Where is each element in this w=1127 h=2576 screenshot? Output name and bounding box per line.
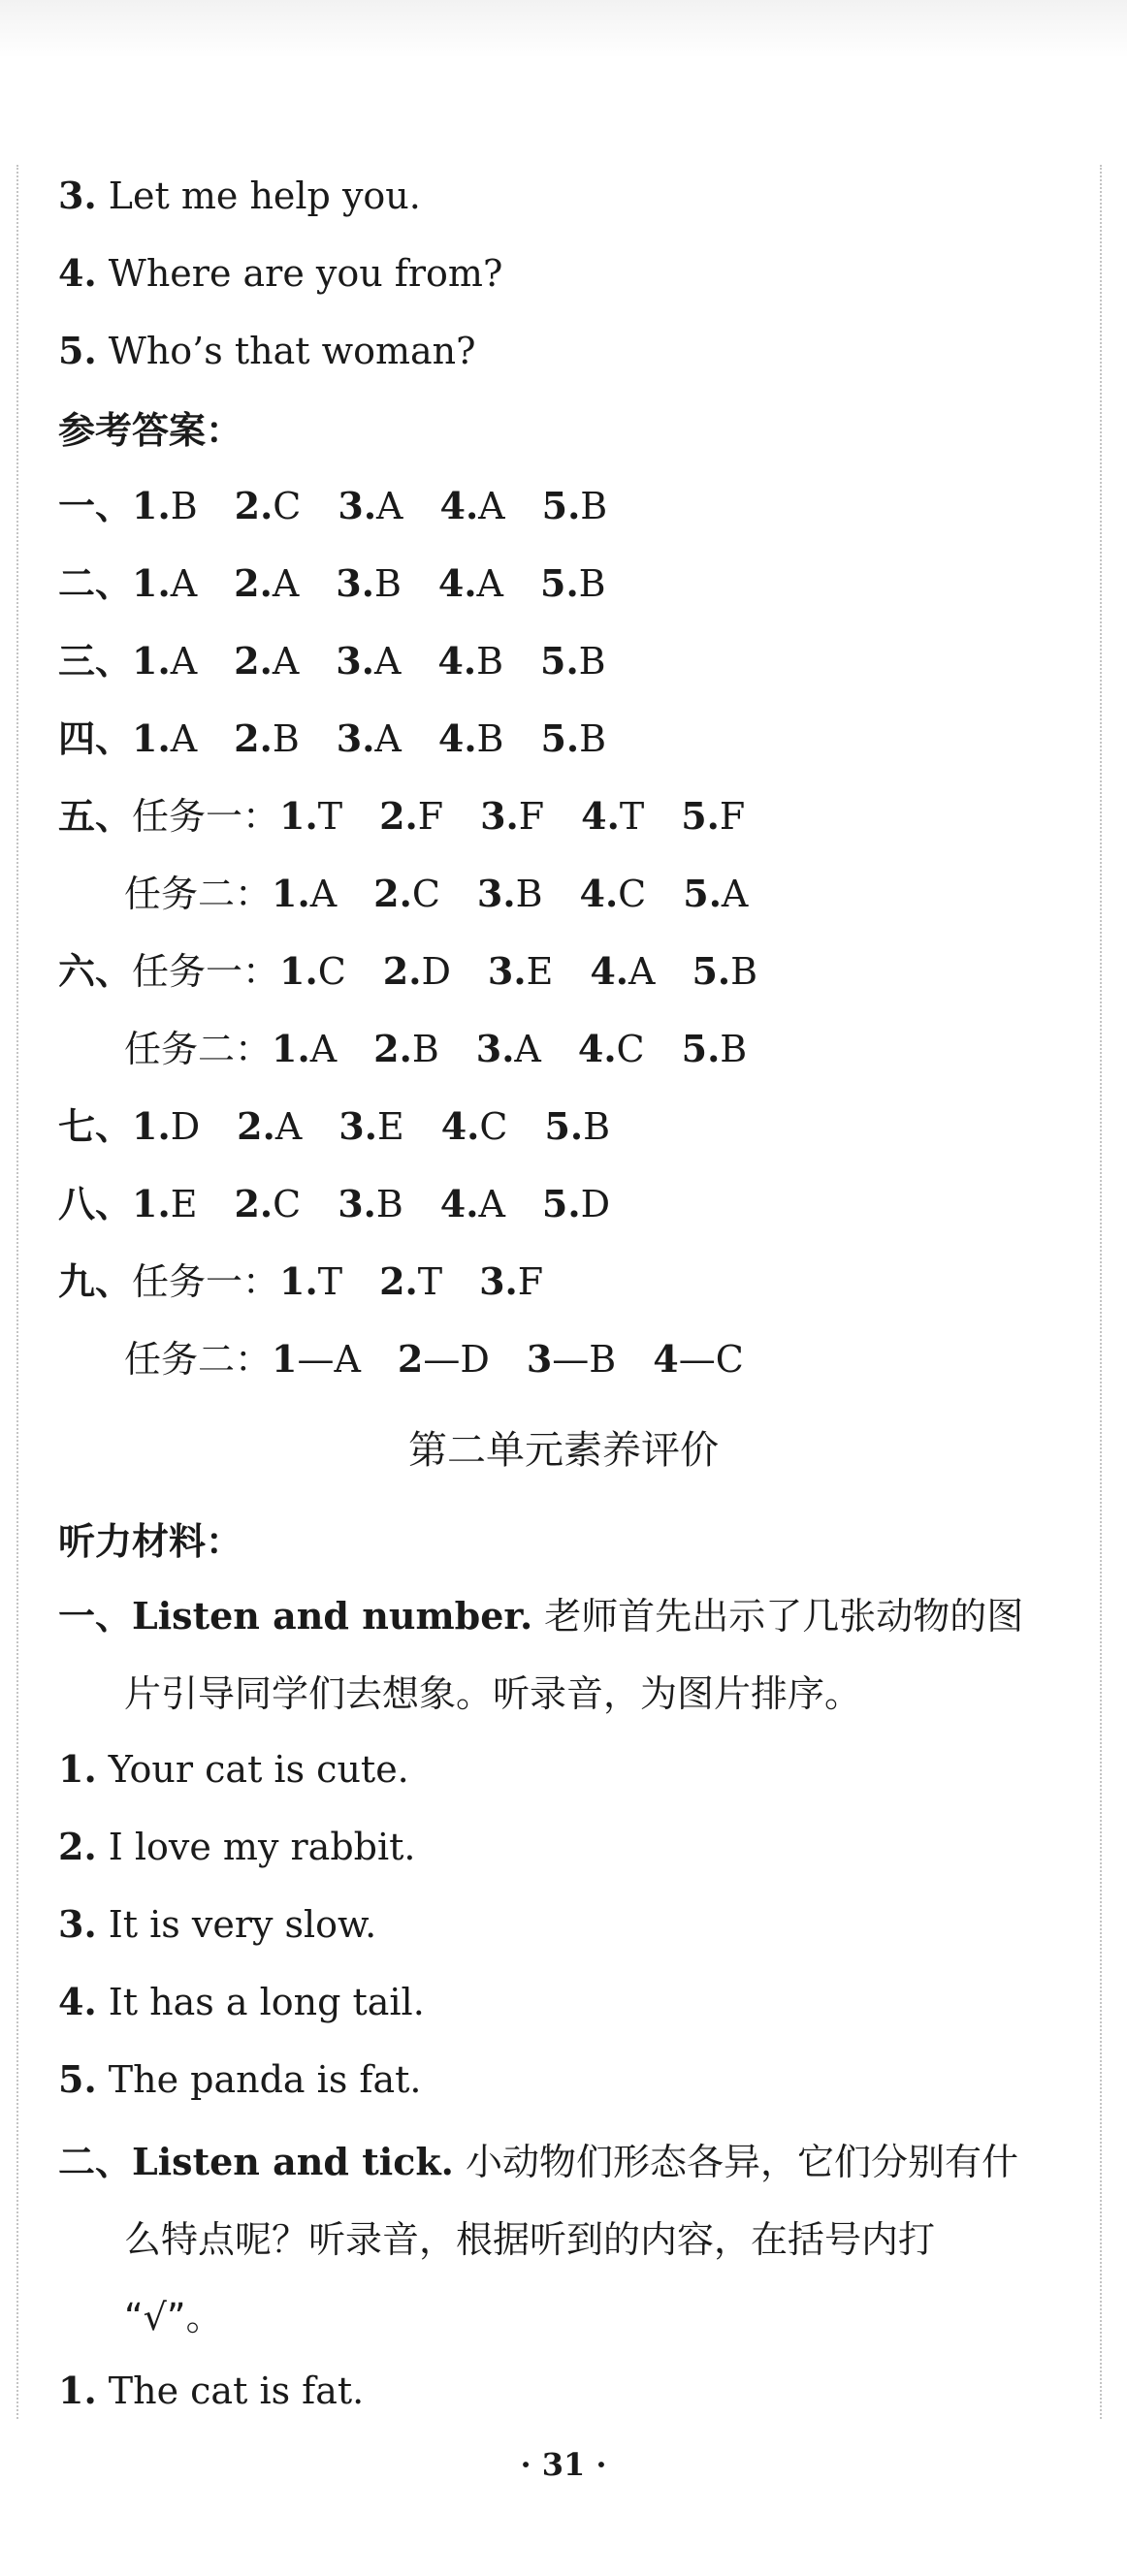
answer-item: 2.B [373,1027,439,1070]
answer-item: 1.A [132,716,198,760]
answer-item: 2.C [373,872,440,915]
answer-row [58,482,1088,530]
answer-item: 3.F [479,1259,544,1303]
answer-item: 4.A [590,949,656,993]
section-label: 二、 [58,2141,133,2183]
answer-row [58,947,1088,996]
answer-item: 5.B [692,949,758,993]
answer-item: 4—C [653,1337,744,1381]
answer-item: 1.A [132,639,198,683]
answer-item: 5.D [541,1182,611,1225]
sentence-text: Where are you from? [108,252,503,295]
answer-item: 3—B [526,1337,617,1381]
sentence-text: The cat is fat. [108,2369,365,2412]
answer-item: 4.C [579,872,647,915]
sentence-line [58,1823,1088,1871]
item-number: 3. [58,1902,97,1946]
item-number: 5. [58,2057,97,2101]
answer-item: 5.A [683,872,749,915]
sentence-text: I love my rabbit. [108,1826,416,1868]
item-number: 4. [58,251,97,295]
sentence-text: Your cat is cute. [108,1748,409,1791]
answer-row [58,1257,1088,1306]
answer-row [124,1025,1088,1073]
answer-item: 2.F [379,794,444,838]
answer-item: 3.F [480,794,545,838]
section-label: 九、 [58,1260,133,1303]
instruction-text: 片引导同学们去想象。听录音，为图片排序。 [124,1672,862,1715]
sentence-text: Who’s that woman? [108,330,476,372]
answer-item: 2—D [397,1337,490,1381]
answer-item: 1.T [279,1259,343,1303]
instruction-text: 么特点呢？听录音，根据听到的内容，在括号内打 [124,2218,936,2261]
sentence-line [58,327,1088,375]
sentence-text: It has a long tail. [108,1981,425,2023]
task-label: 任务一： [132,1260,280,1303]
answer-item: 4.T [581,794,645,838]
answer-item: 1.A [132,561,198,605]
answer-item: 2.A [237,1104,303,1148]
answer-item: 3.B [476,872,543,915]
answer-item: 3.A [338,484,403,527]
answer-item: 5.B [681,1027,748,1070]
answer-item: 1—A [272,1337,361,1381]
instruction-text: 小动物们形态各异，它们分别有什 [453,2141,1018,2183]
page-top-shade [0,0,1127,58]
section-label: 七、 [58,1105,133,1148]
answer-row [58,1180,1088,1228]
instruction-text: “√”。 [124,2296,223,2338]
sentence-text: The panda is fat. [108,2058,422,2101]
answer-item: 2.A [234,639,300,683]
section-instructions [58,2123,1077,2356]
sentence-line [58,172,1088,220]
answer-item: 1.C [279,949,346,993]
answer-item: 5.B [540,561,606,605]
answer-row [124,870,1088,918]
answer-row [124,1335,1088,1383]
left-dotted-rule [16,165,18,2419]
item-number: 1. [58,2369,97,2412]
sentence-text: Let me help you. [108,175,421,217]
right-dotted-rule [1100,165,1102,2419]
answer-item: 2.B [234,716,300,760]
task-label: 任务二： [124,873,273,915]
answer-item: 2.T [379,1259,443,1303]
answer-item: 5.F [681,794,746,838]
section-label: 四、 [58,717,133,760]
listening-heading: 听力材料： [58,1520,243,1563]
item-number: 1. [58,1747,97,1791]
unit-title: 第二单元素养评价 [408,1428,719,1473]
answer-item: 2.D [382,949,451,993]
instruction-english: Listen and number. [132,1594,533,1638]
answer-item: 1.A [272,872,338,915]
answer-item: 5.B [540,639,606,683]
answer-item: 2.A [234,561,300,605]
answer-item: 3.E [487,949,554,993]
answer-item: 4.B [437,716,504,760]
answer-item: 5.B [541,484,608,527]
answer-item: 1.T [279,794,343,838]
task-label: 任务一： [132,795,280,838]
task-label: 任务一： [132,950,280,993]
answer-item: 3.B [338,1182,403,1225]
answer-item: 4.B [437,639,503,683]
answer-item: 5.B [540,716,607,760]
item-number: 4. [58,1980,97,2023]
answer-row [58,559,1088,608]
answer-item: 4.C [577,1027,645,1070]
answer-item: 3.A [336,639,402,683]
sentence-line [58,249,1088,298]
answer-item: 4.A [437,561,503,605]
task-label: 任务二： [124,1028,273,1070]
answer-item: 1.B [132,484,198,527]
answer-row [58,792,1088,841]
answer-item: 3.E [338,1104,404,1148]
answer-item: 2.C [234,484,302,527]
answer-item: 4.C [440,1104,508,1148]
section-label: 五、 [58,795,133,838]
section-label: 二、 [58,562,133,605]
answer-row [58,637,1088,685]
answer-item: 1.D [132,1104,201,1148]
sentence-line [58,1745,1088,1794]
answer-item: 4.A [439,484,505,527]
sentence-line [58,2367,1088,2415]
answer-item: 2.C [234,1182,302,1225]
section-label: 一、 [58,1595,133,1638]
answer-row [58,715,1088,763]
item-number: 3. [58,174,97,217]
sentence-text: It is very slow. [108,1903,377,1946]
answer-item: 3.B [336,561,402,605]
section-label: 六、 [58,950,133,993]
sentence-line [58,2055,1088,2104]
answer-item: 3.A [336,716,402,760]
sentence-line [58,1978,1088,2026]
sentence-line [58,1900,1088,1949]
answers-heading: 参考答案： [58,409,243,452]
answer-item: 1.E [132,1182,198,1225]
answer-item: 5.B [544,1104,611,1148]
instruction-english: Listen and tick. [132,2140,454,2183]
answer-row [58,1102,1088,1151]
section-instructions [58,1577,1077,1733]
answer-item: 1.A [272,1027,338,1070]
instruction-text: 老师首先出示了几张动物的图 [532,1595,1024,1638]
section-label: 三、 [58,640,133,683]
item-number: 2. [58,1825,97,1868]
item-number: 5. [58,329,97,372]
section-label: 一、 [58,485,133,527]
page-number: · 31 · [520,2446,607,2483]
answer-item: 3.A [475,1027,541,1070]
answer-item: 4.A [439,1182,505,1225]
task-label: 任务二： [124,1338,273,1381]
section-label: 八、 [58,1183,133,1225]
